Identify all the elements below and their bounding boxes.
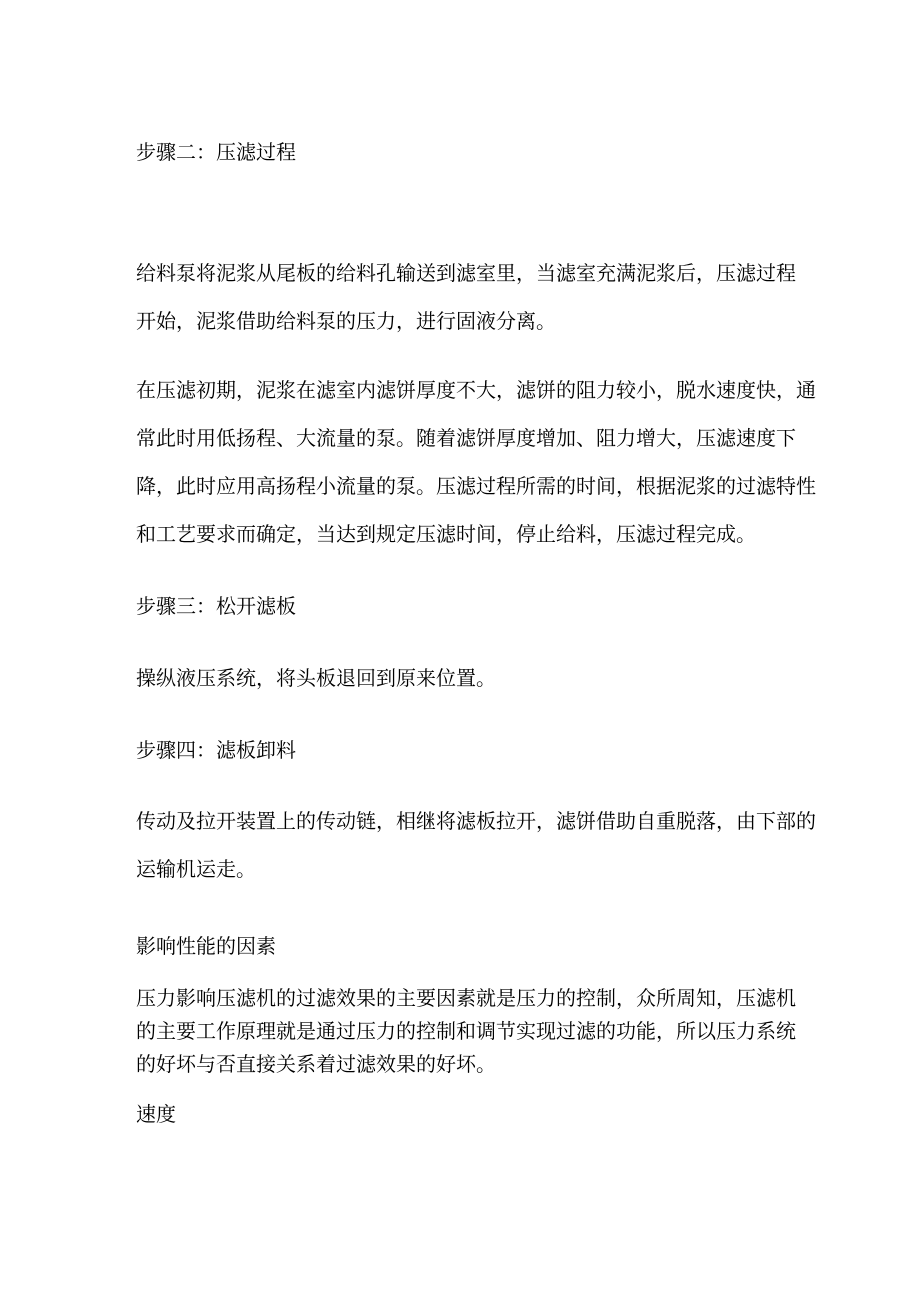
step4-heading: 步骤四：滤板卸料 (136, 738, 296, 762)
step3-heading: 步骤三：松开滤板 (136, 594, 296, 618)
text-line: 传动及拉开装置上的传动链，相继将滤板拉开，滤饼借助自重脱落，由下部的 (136, 809, 816, 833)
factors-heading: 影响性能的因素 (136, 934, 276, 958)
step4-paragraph (136, 797, 816, 893)
step2-paragraph-2 (136, 366, 816, 558)
text-line: 常此时用低扬程、大流量的泵。随着滤饼厚度增加、阻力增大，压滤速度下 (136, 426, 796, 450)
text-line: 的好坏与否直接关系着过滤效果的好坏。 (136, 1052, 496, 1076)
step2-paragraph-1 (136, 249, 796, 345)
text-line: 开始，泥浆借助给料泵的压力，进行固液分离。 (136, 309, 556, 333)
text-line: 运输机运走。 (136, 857, 256, 881)
step2-heading: 步骤二：压滤过程 (136, 140, 296, 164)
text-line: 的主要工作原理就是通过压力的控制和调节实现过滤的功能，所以压力系统 (136, 1019, 796, 1043)
text-line: 降，此时应用高扬程小流量的泵。压滤过程所需的时间，根据泥浆的过滤特性 (136, 474, 816, 498)
text-line: 压力影响压滤机的过滤效果的主要因素就是压力的控制，众所周知，压滤机 (136, 986, 796, 1010)
step3-paragraph: 操纵液压系统，将头板退回到原来位置。 (136, 666, 496, 690)
speed-heading: 速度 (136, 1102, 176, 1126)
text-line: 在压滤初期，泥浆在滤室内滤饼厚度不大，滤饼的阻力较小，脱水速度快，通 (136, 378, 816, 402)
text-line: 给料泵将泥浆从尾板的给料孔输送到滤室里，当滤室充满泥浆后，压滤过程 (136, 261, 796, 285)
factors-paragraph (136, 982, 796, 1081)
text-line: 和工艺要求而确定，当达到规定压滤时间，停止给料，压滤过程完成。 (136, 522, 756, 546)
